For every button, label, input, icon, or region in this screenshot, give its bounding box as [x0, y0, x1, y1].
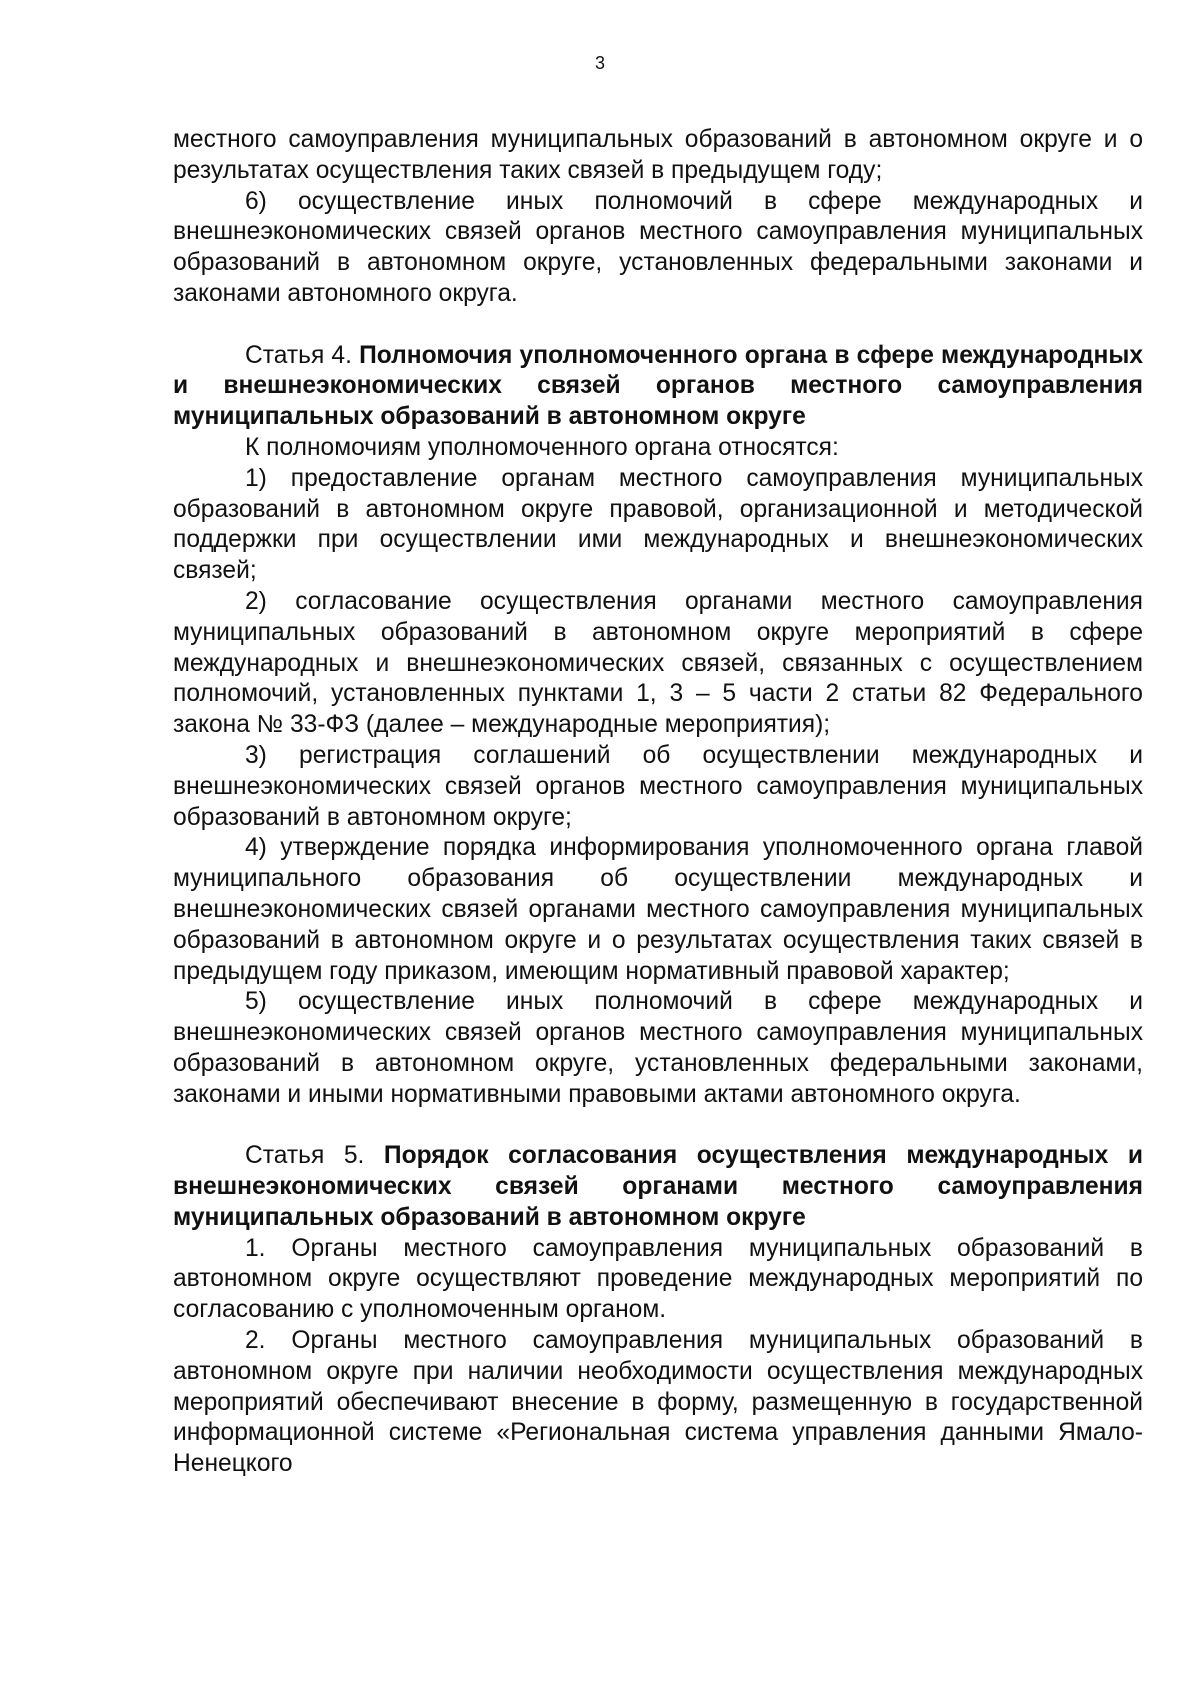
article-4-item-5: 5) осуществление иных полномочий в сфере международных и внешнеэкономических связей органов местного самоуправления муниципальных образований в автономном округе, установленных федеральными законами, законами и иными нормативными правовыми актами автономного округа.: [173, 988, 1143, 1108]
article-5-title: Порядок согласования осуществления международных и внешнеэкономических связей органами местного самоуправления муниципальных образований в автономном округе: [173, 1142, 1143, 1231]
article-5-label: Статья 5.: [245, 1142, 384, 1170]
article-4-item-2: 2) согласование осуществления органами местного самоуправления муниципальных образований в автономном округе мероприятий в сфере международных и внешнеэкономических связей, связанных с осуществлением полномочий, установленных пунктами 1, 3 – 5 части 2 статьи 82 Федерального закона № 33-ФЗ (далее – международные мероприятия);: [173, 587, 1143, 739]
article-4-title: Полномочия уполномоченного органа в сфере международных и внешнеэкономических связей органов местного самоуправления муниципальных образований в автономном округе: [173, 341, 1143, 431]
document-body: [173, 125, 1143, 1480]
article-4-intro: К полномочиям уполномоченного органа относятся:: [245, 433, 839, 461]
article-5-heading: [173, 1141, 1143, 1233]
page-number: 3: [594, 53, 605, 73]
paragraph-item-6: 6) осуществление иных полномочий в сфере международных и внешнеэкономических связей органов местного самоуправления муниципальных образований в автономном округе, установленных федеральными законами и законами автономного округа.: [173, 187, 1143, 307]
article-4-heading: [173, 341, 1143, 433]
article-5-item-1: 1. Органы местного самоуправления муниципальных образований в автономном округе осуществляют проведение международных мероприятий по согласованию с уполномоченным органом.: [173, 1234, 1143, 1324]
article-4-item-1: 1) предоставление органам местного самоуправления муниципальных образований в автономном округе правовой, организационной и методической поддержки при осуществлении ими международных и внешнеэкономических связей;: [173, 464, 1143, 585]
article-5-item-2: 2. Органы местного самоуправления муниципальных образований в автономном округе при наличии необходимости осуществления международных мероприятий обеспечивают внесение в форму, размещенную в государственной информационной системе «Региональная система управления данными Ямало-Ненецкого: [173, 1327, 1143, 1478]
paragraph-continuation: местного самоуправления муниципальных образований в автономном округе и о результатах осуществления таких связей в предыдущем году;: [173, 126, 1143, 184]
article-4-item-4: 4) утверждение порядка информирования уполномоченного органа главой муниципального образования об осуществлении международных и внешнеэкономических связей органами местного самоуправления муниципальных образований в автономном округе и о результатах осуществления таких связей в предыдущем году приказом, имеющим нормативный правовой характер;: [173, 834, 1143, 985]
article-4-label: Статья 4.: [245, 341, 360, 369]
article-4-item-3: 3) регистрация соглашений об осуществлении международных и внешнеэкономических связей органов местного самоуправления муниципальных образований в автономном округе;: [173, 741, 1143, 831]
